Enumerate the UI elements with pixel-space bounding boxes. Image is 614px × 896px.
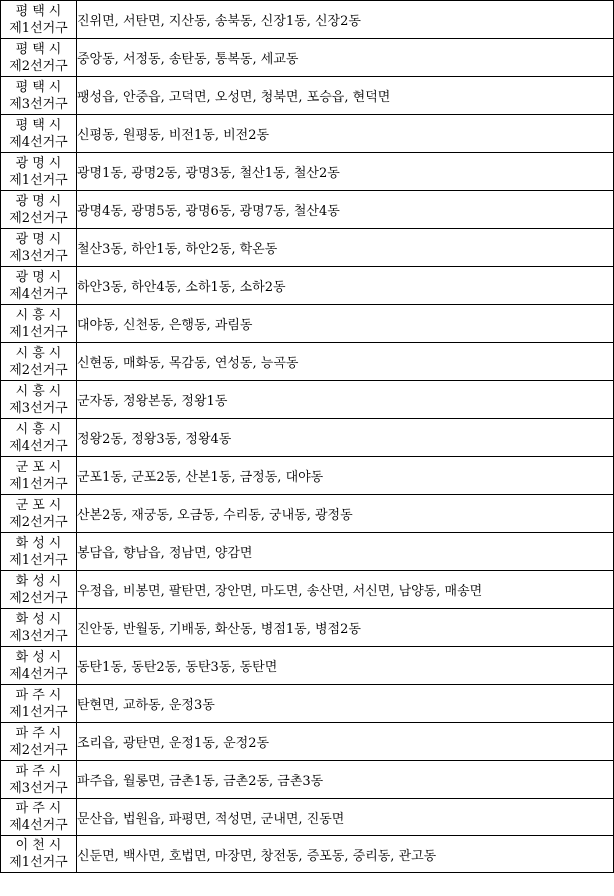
area-list-cell: 하안3동, 하안4동, 소하1동, 소하2동 bbox=[77, 267, 614, 305]
area-list-cell: 광명4동, 광명5동, 광명6동, 광명7동, 철산4동 bbox=[77, 191, 614, 229]
district-label: 제2선거구 bbox=[9, 514, 68, 530]
table-row bbox=[1, 153, 614, 191]
city-name: 군포시 bbox=[15, 459, 66, 475]
area-list-cell: 조리읍, 광탄면, 운정1동, 운정2동 bbox=[77, 723, 614, 761]
city-name: 광명시 bbox=[15, 155, 66, 171]
district-name-cell bbox=[1, 153, 77, 191]
district-name-cell bbox=[1, 836, 77, 873]
table-row bbox=[1, 305, 614, 343]
city-name: 시흥시 bbox=[15, 307, 66, 323]
table-row bbox=[1, 609, 614, 647]
district-label: 제2선거구 bbox=[9, 210, 68, 226]
area-list-cell: 산본2동, 재궁동, 오금동, 수리동, 궁내동, 광정동 bbox=[77, 495, 614, 533]
city-name: 평택시 bbox=[15, 117, 66, 133]
city-name: 화성시 bbox=[15, 573, 66, 589]
city-name: 파주시 bbox=[15, 725, 66, 741]
table-row bbox=[1, 761, 614, 799]
district-name-cell bbox=[1, 229, 77, 267]
district-name-cell bbox=[1, 609, 77, 647]
city-name: 화성시 bbox=[15, 649, 66, 665]
district-label: 제1선거구 bbox=[9, 324, 68, 340]
city-name: 화성시 bbox=[15, 535, 66, 551]
district-label: 제2선거구 bbox=[9, 590, 68, 606]
district-label: 제1선거구 bbox=[9, 476, 68, 492]
area-list-cell: 동탄1동, 동탄2동, 동탄3동, 동탄면 bbox=[77, 647, 614, 685]
district-name-cell bbox=[1, 115, 77, 153]
area-list-cell: 파주읍, 월롱면, 금촌1동, 금촌2동, 금촌3동 bbox=[77, 761, 614, 799]
area-list-cell: 팽성읍, 안중읍, 고덕면, 오성면, 청북면, 포승읍, 현덕면 bbox=[77, 77, 614, 115]
table-row bbox=[1, 39, 614, 77]
table-row bbox=[1, 1, 614, 39]
district-label: 제1선거구 bbox=[9, 20, 68, 36]
district-name-cell bbox=[1, 305, 77, 343]
district-name-cell bbox=[1, 761, 77, 799]
table-row bbox=[1, 685, 614, 723]
city-name: 화성시 bbox=[15, 611, 66, 627]
district-label: 제3선거구 bbox=[9, 96, 68, 112]
table-row bbox=[1, 836, 614, 873]
city-name: 파주시 bbox=[15, 687, 66, 703]
table-row bbox=[1, 229, 614, 267]
area-list-cell: 군포1동, 군포2동, 산본1동, 금정동, 대야동 bbox=[77, 457, 614, 495]
district-table-body bbox=[1, 1, 614, 873]
area-list-cell: 봉담읍, 향남읍, 정남면, 양감면 bbox=[77, 533, 614, 571]
city-name: 광명시 bbox=[15, 269, 66, 285]
district-label: 제3선거구 bbox=[9, 400, 68, 416]
area-list-cell: 우정읍, 비봉면, 팔탄면, 장안면, 마도면, 송산면, 서신면, 남양동, 매송면 bbox=[77, 571, 614, 609]
district-label: 제4선거구 bbox=[9, 818, 68, 833]
district-name-cell bbox=[1, 571, 77, 609]
table-row bbox=[1, 343, 614, 381]
district-name-cell bbox=[1, 381, 77, 419]
table-row bbox=[1, 495, 614, 533]
district-name-cell bbox=[1, 343, 77, 381]
city-name: 파주시 bbox=[15, 801, 66, 816]
city-name: 시흥시 bbox=[15, 345, 66, 361]
table-row bbox=[1, 647, 614, 685]
area-list-cell: 진위면, 서탄면, 지산동, 송북동, 신장1동, 신장2동 bbox=[77, 1, 614, 39]
table-row bbox=[1, 77, 614, 115]
district-label: 제3선거구 bbox=[9, 248, 68, 264]
area-list-cell: 정왕2동, 정왕3동, 정왕4동 bbox=[77, 419, 614, 457]
city-name: 이천시 bbox=[15, 838, 66, 853]
table-row bbox=[1, 571, 614, 609]
table-row bbox=[1, 381, 614, 419]
district-label: 제2선거구 bbox=[9, 58, 68, 74]
city-name: 평택시 bbox=[15, 41, 66, 57]
table-row bbox=[1, 191, 614, 229]
city-name: 시흥시 bbox=[15, 421, 66, 437]
district-name-cell bbox=[1, 267, 77, 305]
district-name-cell bbox=[1, 39, 77, 77]
district-label: 제4선거구 bbox=[9, 666, 68, 682]
district-name-cell bbox=[1, 799, 77, 836]
district-label: 제2선거구 bbox=[9, 362, 68, 378]
district-label: 제1선거구 bbox=[9, 552, 68, 568]
district-label: 제3선거구 bbox=[9, 780, 68, 796]
district-name-cell bbox=[1, 457, 77, 495]
area-list-cell: 진안동, 반월동, 기배동, 화산동, 병점1동, 병점2동 bbox=[77, 609, 614, 647]
city-name: 군포시 bbox=[15, 497, 66, 513]
district-name-cell bbox=[1, 533, 77, 571]
district-name-cell bbox=[1, 685, 77, 723]
district-label: 제4선거구 bbox=[9, 134, 68, 150]
area-list-cell: 신평동, 원평동, 비전1동, 비전2동 bbox=[77, 115, 614, 153]
district-name-cell bbox=[1, 191, 77, 229]
district-label: 제1선거구 bbox=[9, 172, 68, 188]
area-list-cell: 탄현면, 교하동, 운정3동 bbox=[77, 685, 614, 723]
city-name: 평택시 bbox=[15, 79, 66, 95]
table-row bbox=[1, 457, 614, 495]
area-list-cell: 광명1동, 광명2동, 광명3동, 철산1동, 철산2동 bbox=[77, 153, 614, 191]
table-row bbox=[1, 267, 614, 305]
table-row bbox=[1, 115, 614, 153]
district-label: 제3선거구 bbox=[9, 628, 68, 644]
area-list-cell: 대야동, 신천동, 은행동, 과림동 bbox=[77, 305, 614, 343]
district-label: 제1선거구 bbox=[9, 855, 68, 870]
area-list-cell: 신둔면, 백사면, 호법면, 마장면, 창전동, 증포동, 중리동, 관고동 bbox=[77, 836, 614, 873]
city-name: 파주시 bbox=[15, 763, 66, 779]
area-list-cell: 중앙동, 서정동, 송탄동, 통복동, 세교동 bbox=[77, 39, 614, 77]
district-name-cell bbox=[1, 419, 77, 457]
district-name-cell bbox=[1, 495, 77, 533]
district-label: 제1선거구 bbox=[9, 704, 68, 720]
table-row bbox=[1, 533, 614, 571]
area-list-cell: 문산읍, 법원읍, 파평면, 적성면, 군내면, 진동면 bbox=[77, 799, 614, 836]
district-name-cell bbox=[1, 1, 77, 39]
area-list-cell: 군자동, 정왕본동, 정왕1동 bbox=[77, 381, 614, 419]
district-label: 제2선거구 bbox=[9, 742, 68, 758]
district-label: 제4선거구 bbox=[9, 286, 68, 302]
area-list-cell: 철산3동, 하안1동, 하안2동, 학온동 bbox=[77, 229, 614, 267]
district-label: 제4선거구 bbox=[9, 438, 68, 454]
table-row bbox=[1, 419, 614, 457]
city-name: 광명시 bbox=[15, 231, 66, 247]
area-list-cell: 신현동, 매화동, 목감동, 연성동, 능곡동 bbox=[77, 343, 614, 381]
district-name-cell bbox=[1, 647, 77, 685]
city-name: 평택시 bbox=[15, 3, 66, 19]
district-name-cell bbox=[1, 723, 77, 761]
table-row bbox=[1, 799, 614, 836]
city-name: 광명시 bbox=[15, 193, 66, 209]
city-name: 시흥시 bbox=[15, 383, 66, 399]
table-row bbox=[1, 723, 614, 761]
district-name-cell bbox=[1, 77, 77, 115]
